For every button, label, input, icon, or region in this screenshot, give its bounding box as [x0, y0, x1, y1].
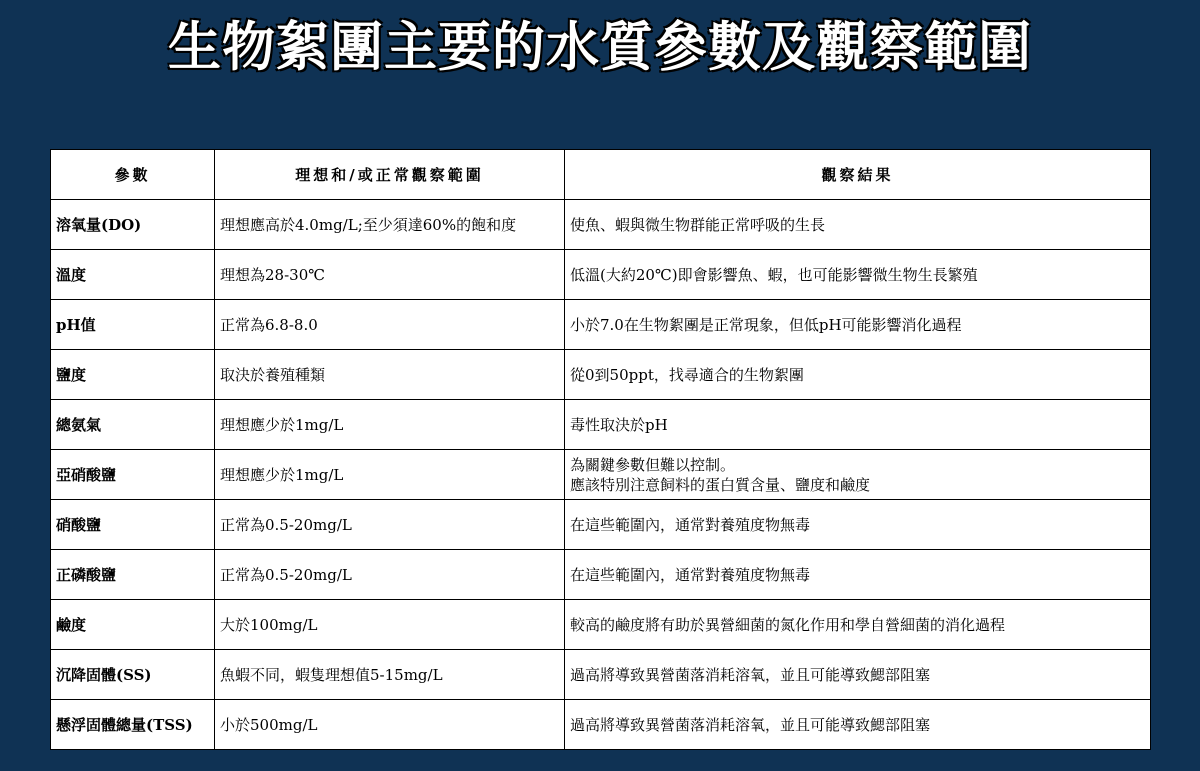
result-cell: 在這些範圍內，通常對養殖度物無毒 [565, 550, 1151, 600]
range-cell: 理想為28-30℃ [215, 250, 565, 300]
range-cell: 小於500mg/L [215, 700, 565, 750]
range-cell: 理想應少於1mg/L [215, 400, 565, 450]
table-row [51, 450, 1151, 500]
result-cell: 小於7.0在生物絮團是正常現象，但低pH可能影響消化過程 [565, 300, 1151, 350]
result-cell: 較高的鹼度將有助於異營細菌的氮化作用和學自營細菌的消化過程 [565, 600, 1151, 650]
parameter-cell: 懸浮固體總量(TSS) [51, 700, 215, 750]
table-row [51, 550, 1151, 600]
table-row [51, 400, 1151, 450]
range-cell: 取決於養殖種類 [215, 350, 565, 400]
header-parameter: 參數 [51, 150, 215, 200]
parameter-cell: 亞硝酸鹽 [51, 450, 215, 500]
result-cell: 過高將導致異營菌落消耗溶氧，並且可能導致鰓部阻塞 [565, 700, 1151, 750]
page-title: 生物絮團主要的水質參數及觀察範圍 [168, 17, 1032, 78]
parameter-cell: 正磷酸鹽 [51, 550, 215, 600]
range-cell: 大於100mg/L [215, 600, 565, 650]
range-cell: 魚蝦不同，蝦隻理想值5-15mg/L [215, 650, 565, 700]
range-cell: 理想應少於1mg/L [215, 450, 565, 500]
result-cell: 過高將導致異營菌落消耗溶氧，並且可能導致鰓部阻塞 [565, 650, 1151, 700]
parameter-cell: 鹽度 [51, 350, 215, 400]
table-row [51, 650, 1151, 700]
result-cell: 使魚、蝦與微生物群能正常呼吸的生長 [565, 200, 1151, 250]
range-cell: 正常為6.8-8.0 [215, 300, 565, 350]
result-cell [565, 450, 1151, 500]
range-cell: 正常為0.5-20mg/L [215, 550, 565, 600]
result-cell: 在這些範圍內，通常對養殖度物無毒 [565, 500, 1151, 550]
parameter-cell: 溶氧量(DO) [51, 200, 215, 250]
table-row [51, 350, 1151, 400]
table-row [51, 600, 1151, 650]
header-result: 觀察結果 [565, 150, 1151, 200]
result-line: 為關鍵參數但難以控制。 [570, 455, 736, 474]
table-row [51, 250, 1151, 300]
table-row [51, 700, 1151, 750]
table-row [51, 500, 1151, 550]
water-quality-table [50, 149, 1151, 750]
parameter-cell: 鹼度 [51, 600, 215, 650]
parameter-cell: 沉降固體(SS) [51, 650, 215, 700]
table-row [51, 200, 1151, 250]
result-cell: 毒性取決於pH [565, 400, 1151, 450]
range-cell: 理想應高於4.0mg/L;至少須達60%的飽和度 [215, 200, 565, 250]
range-cell: 正常為0.5-20mg/L [215, 500, 565, 550]
result-line: 應該特別注意飼料的蛋白質含量、鹽度和鹼度 [570, 475, 871, 494]
result-cell: 從0到50ppt，找尋適合的生物絮團 [565, 350, 1151, 400]
parameter-cell: 溫度 [51, 250, 215, 300]
result-cell: 低溫(大約20℃)即會影響魚、蝦，也可能影響微生物生長繁殖 [565, 250, 1151, 300]
table-header-row [51, 150, 1151, 200]
table-row [51, 300, 1151, 350]
parameter-cell: 總氨氣 [51, 400, 215, 450]
parameter-cell: pH值 [51, 300, 215, 350]
header-range: 理想和/或正常觀察範圍 [215, 150, 565, 200]
parameter-cell: 硝酸鹽 [51, 500, 215, 550]
